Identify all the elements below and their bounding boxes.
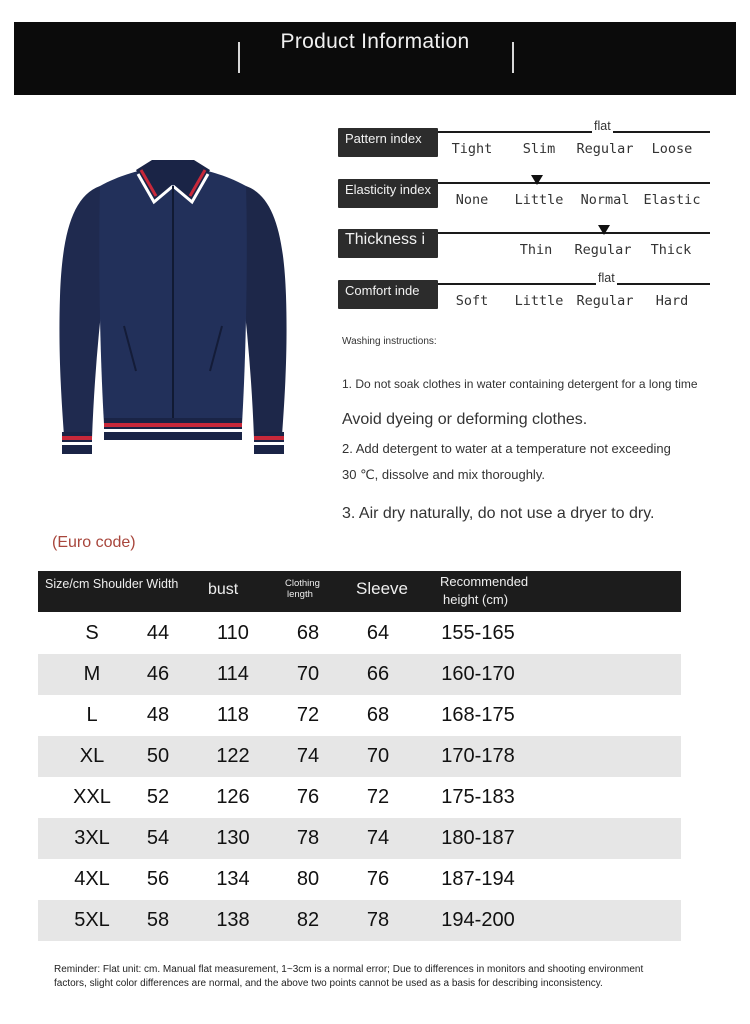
table-row <box>38 736 681 777</box>
cell-height: 180-187 <box>441 827 515 849</box>
cell-bust: 130 <box>216 827 250 849</box>
cell-sleeve: 76 <box>366 868 390 890</box>
table-row <box>38 818 681 859</box>
cell-sleeve: 70 <box>366 745 390 767</box>
header-sleeve: Sleeve <box>356 579 408 598</box>
cell-sleeve: 74 <box>366 827 390 849</box>
cell-height: 168-175 <box>441 704 515 726</box>
attr-option: Regular <box>574 242 632 258</box>
cell-length: 78 <box>296 827 320 849</box>
cell-bust: 138 <box>216 909 250 931</box>
table-row <box>38 695 681 736</box>
cell-shoulder: 52 <box>146 786 170 808</box>
cell-length: 82 <box>296 909 320 931</box>
attr-pattern-index <box>338 119 710 168</box>
washing-line-2: Avoid dyeing or deforming clothes. <box>342 411 588 428</box>
cell-size: S <box>85 622 99 644</box>
attr-option: Regular <box>576 141 634 157</box>
cell-length: 72 <box>296 704 320 726</box>
cell-size: 4XL <box>74 868 110 890</box>
attr-scale-line <box>438 283 710 285</box>
header-size-shoulder: Size/cm Shoulder Width <box>45 577 179 591</box>
cell-shoulder: 58 <box>146 909 170 931</box>
attr-label: Comfort inde <box>338 280 438 309</box>
cell-length: 74 <box>296 745 320 767</box>
cell-length: 80 <box>296 868 320 890</box>
cell-height: 160-170 <box>441 663 515 685</box>
cell-bust: 122 <box>216 745 250 767</box>
washing-line-5: 3. Air dry naturally, do not use a dryer to dry. <box>342 505 655 522</box>
cell-sleeve: 72 <box>366 786 390 808</box>
washing-title: Washing instructions: <box>342 336 437 347</box>
attr-scale-line <box>438 131 710 133</box>
attr-elasticity-index <box>338 179 710 219</box>
cell-bust: 114 <box>217 663 249 685</box>
header-divider-right <box>512 42 514 73</box>
attr-scale-line <box>438 182 710 184</box>
attr-option: Normal <box>580 192 630 208</box>
table-row <box>38 859 681 900</box>
cell-height: 155-165 <box>441 622 515 644</box>
attr-option: Elastic <box>643 192 701 208</box>
cell-size: 5XL <box>74 909 110 931</box>
cell-sleeve: 78 <box>366 909 390 931</box>
cell-sleeve: 64 <box>366 622 390 644</box>
header-length-2: length <box>287 589 313 600</box>
attr-option: Loose <box>651 141 693 157</box>
washing-line-4: 30 ℃, dissolve and mix thoroughly. <box>342 467 545 482</box>
cell-shoulder: 48 <box>146 704 170 726</box>
cell-height: 187-194 <box>441 868 515 890</box>
attr-label: Pattern index <box>338 128 438 157</box>
size-table-header <box>38 571 681 612</box>
attr-option: Little <box>514 293 564 309</box>
washing-line-1: 1. Do not soak clothes in water containing detergent for a long time <box>342 377 698 391</box>
cell-shoulder: 50 <box>146 745 170 767</box>
cell-size: 3XL <box>74 827 110 849</box>
table-row <box>38 613 681 654</box>
header-height-2: height (cm) <box>443 592 509 607</box>
attr-label: Thickness i <box>338 229 438 258</box>
cell-sleeve: 68 <box>366 704 390 726</box>
cell-size: XXL <box>73 786 111 808</box>
cell-sleeve: 66 <box>366 663 390 685</box>
cell-height: 194-200 <box>441 909 515 931</box>
cell-length: 70 <box>296 663 320 685</box>
cell-height: 175-183 <box>441 786 515 808</box>
attr-option: Soft <box>455 293 489 309</box>
cell-shoulder: 54 <box>146 827 170 849</box>
header-banner <box>14 22 736 95</box>
cell-size: L <box>86 704 98 726</box>
cell-shoulder: 44 <box>146 622 170 644</box>
euro-code-label: (Euro code) <box>52 534 136 551</box>
attr-option: Regular <box>576 293 634 309</box>
selected-marker-icon <box>598 225 610 235</box>
page-title: Product Information <box>280 30 470 53</box>
attr-option: Little <box>514 192 564 208</box>
cell-bust: 110 <box>217 622 249 644</box>
selected-marker-icon <box>531 175 543 185</box>
header-height-1: Recommended <box>440 574 529 589</box>
attr-flat-label: flat <box>598 271 615 285</box>
attr-option: Tight <box>451 141 493 157</box>
table-row <box>38 900 681 941</box>
table-row <box>38 654 681 695</box>
attr-option: Slim <box>522 141 556 157</box>
header-bust: bust <box>208 581 239 598</box>
attr-flat-label: flat <box>594 119 611 133</box>
cell-height: 170-178 <box>441 745 515 767</box>
attr-option: Hard <box>655 293 689 309</box>
reminder-note: Reminder: Flat unit: cm. Manual flat measurement, 1~3cm is a normal error; Due to differences in monitors and shooting environment factors, slight color differences are normal, and the above two points cannot be used as a basis for describing inconsistency. <box>54 964 644 989</box>
cell-bust: 126 <box>216 786 250 808</box>
cell-size: M <box>83 663 101 685</box>
washing-line-3: 2. Add detergent to water at a temperature not exceeding <box>342 441 671 456</box>
attr-scale-line <box>438 232 710 234</box>
attr-thickness-index <box>338 229 710 269</box>
attr-option: Thick <box>650 242 692 258</box>
cell-length: 76 <box>296 786 320 808</box>
cell-shoulder: 56 <box>146 868 170 890</box>
header-length-1: Clothing <box>285 578 320 589</box>
table-row <box>38 777 681 818</box>
cell-shoulder: 46 <box>146 663 170 685</box>
cell-bust: 118 <box>217 704 249 726</box>
cell-length: 68 <box>296 622 320 644</box>
attr-option: Thin <box>519 242 553 258</box>
attr-option: None <box>455 192 489 208</box>
attr-comfort-index <box>338 271 710 320</box>
attr-label: Elasticity index <box>338 179 438 208</box>
cell-bust: 134 <box>216 868 250 890</box>
cell-size: XL <box>79 745 105 767</box>
jacket-image <box>52 156 294 460</box>
